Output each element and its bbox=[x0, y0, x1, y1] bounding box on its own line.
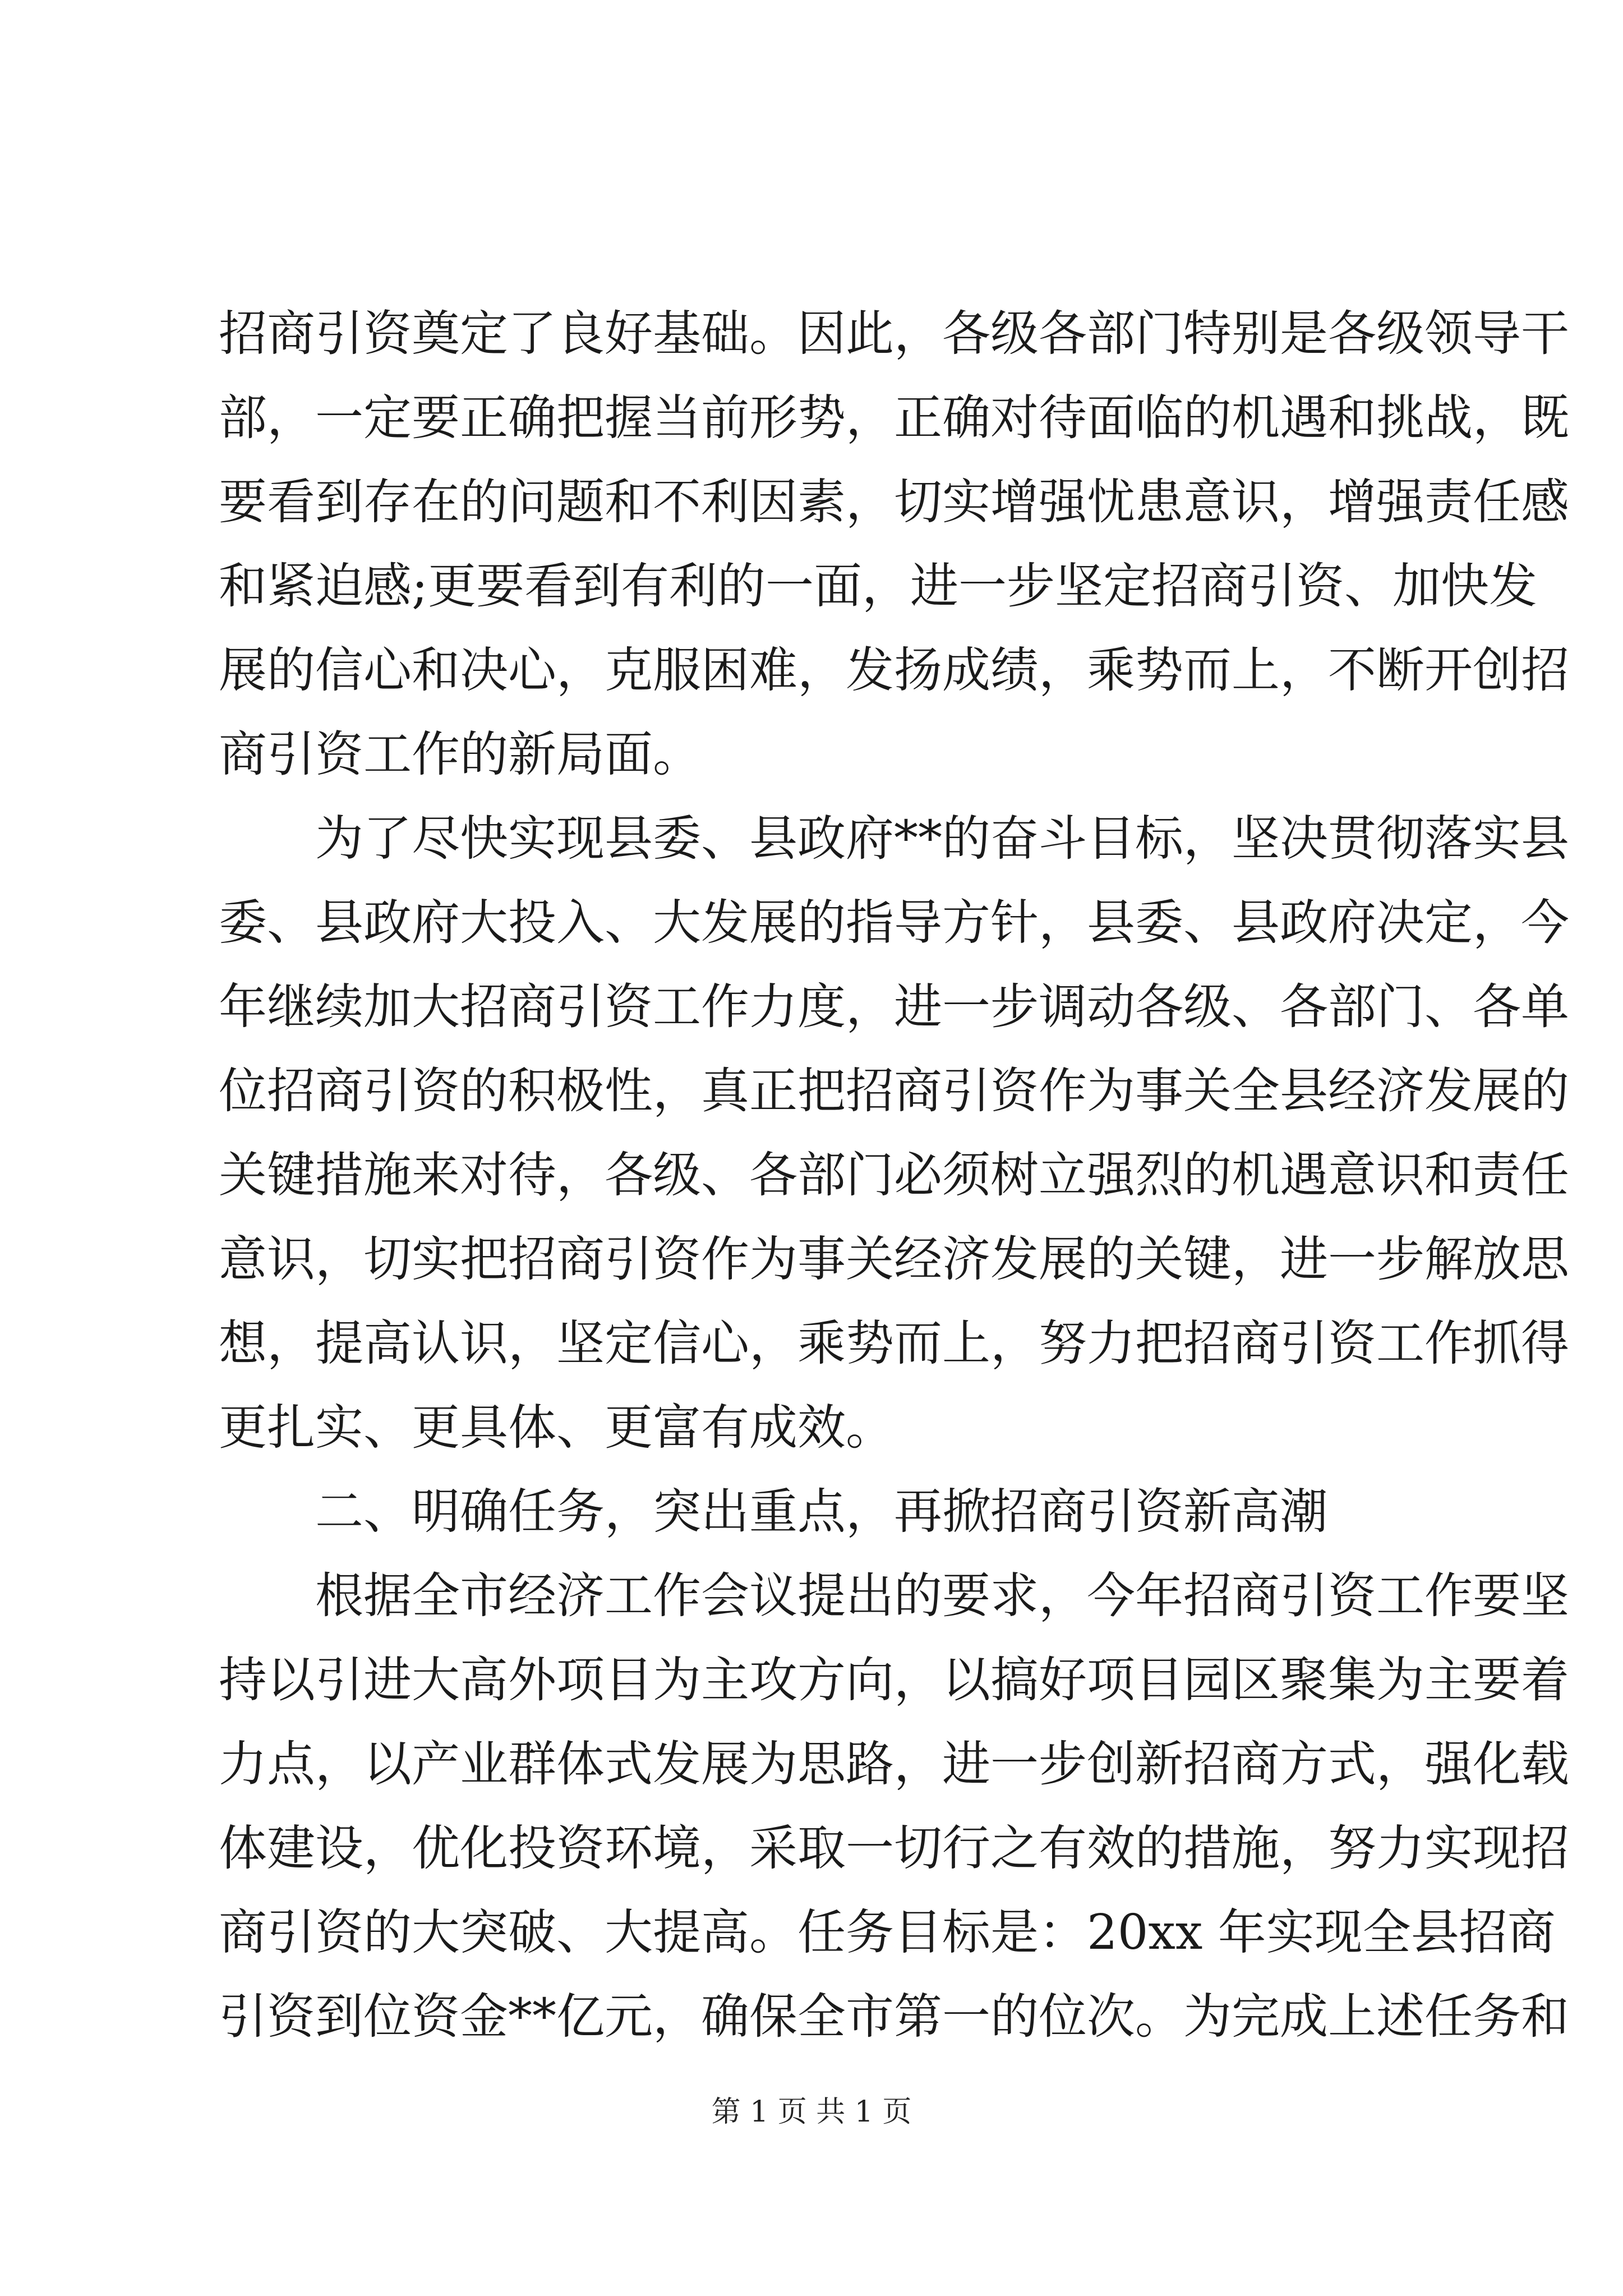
text-line: 意识，切实把招商引资作为事关经济发展的关键，进一步解放思 bbox=[219, 1231, 1569, 1287]
text-line: 年继续加大招商引资工作力度，进一步调动各级、各部门、各单 bbox=[219, 979, 1569, 1035]
document-body bbox=[219, 292, 1569, 2059]
text-line: 商引资的大突破、大提高。任务目标是：20xx 年实现全县招商 bbox=[219, 1904, 1556, 1961]
text-line: 关键措施来对待，各级、各部门必须树立强烈的机遇意识和责任 bbox=[219, 1147, 1569, 1203]
text-line: 持以引进大高外项目为主攻方向，以搞好项目园区聚集为主要着 bbox=[219, 1652, 1569, 1708]
section-heading bbox=[219, 1470, 1430, 1554]
text-line: 根据全市经济工作会议提出的要求，今年招商引资工作要坚 bbox=[315, 1568, 1569, 1624]
text-line: 和紧迫感;更要看到有利的一面，进一步坚定招商引资、加快发 bbox=[219, 558, 1537, 614]
text-line: 展的信心和决心，克服困难，发扬成绩，乘势而上，不断开创招 bbox=[219, 642, 1569, 698]
text-line: 位招商引资的积极性，真正把招商引资作为事关全县经济发展的 bbox=[219, 1063, 1569, 1119]
text-line: 要看到存在的问题和不利因素，切实增强忧患意识，增强责任感 bbox=[219, 474, 1569, 530]
page-footer bbox=[0, 2090, 1623, 2134]
text-line: 委、县政府大投入、大发展的指导方针，县委、县政府决定，今 bbox=[219, 895, 1569, 951]
text-line: 更扎实、更具体、更富有成效。 bbox=[219, 1400, 894, 1456]
paragraph bbox=[219, 292, 1569, 797]
page-number-label: 第 1 页 共 1 页 bbox=[711, 2095, 912, 2129]
text-line: 部，一定要正确把握当前形势，正确对待面临的机遇和挑战，既 bbox=[219, 390, 1569, 446]
heading-line: 二、明确任务，突出重点，再掀招商引资新高潮 bbox=[315, 1484, 1328, 1540]
text-line: 力点，以产业群体式发展为思路，进一步创新招商方式，强化载 bbox=[219, 1736, 1569, 1792]
text-line: 商引资工作的新局面。 bbox=[219, 726, 701, 783]
text-line: 招商引资奠定了良好基础。因此，各级各部门特别是各级领导干 bbox=[219, 306, 1569, 362]
text-line: 引资到位资金**亿元，确保全市第一的位次。为完成上述任务和 bbox=[219, 1989, 1569, 2045]
paragraph bbox=[219, 797, 1569, 1470]
paragraph bbox=[219, 1554, 1569, 2059]
text-line: 想，提高认识，坚定信心，乘势而上，努力把招商引资工作抓得 bbox=[219, 1315, 1569, 1372]
text-line: 体建设，优化投资环境，采取一切行之有效的措施，努力实现招 bbox=[219, 1820, 1569, 1876]
text-line: 为了尽快实现县委、县政府**的奋斗目标，坚决贯彻落实县 bbox=[315, 811, 1569, 867]
